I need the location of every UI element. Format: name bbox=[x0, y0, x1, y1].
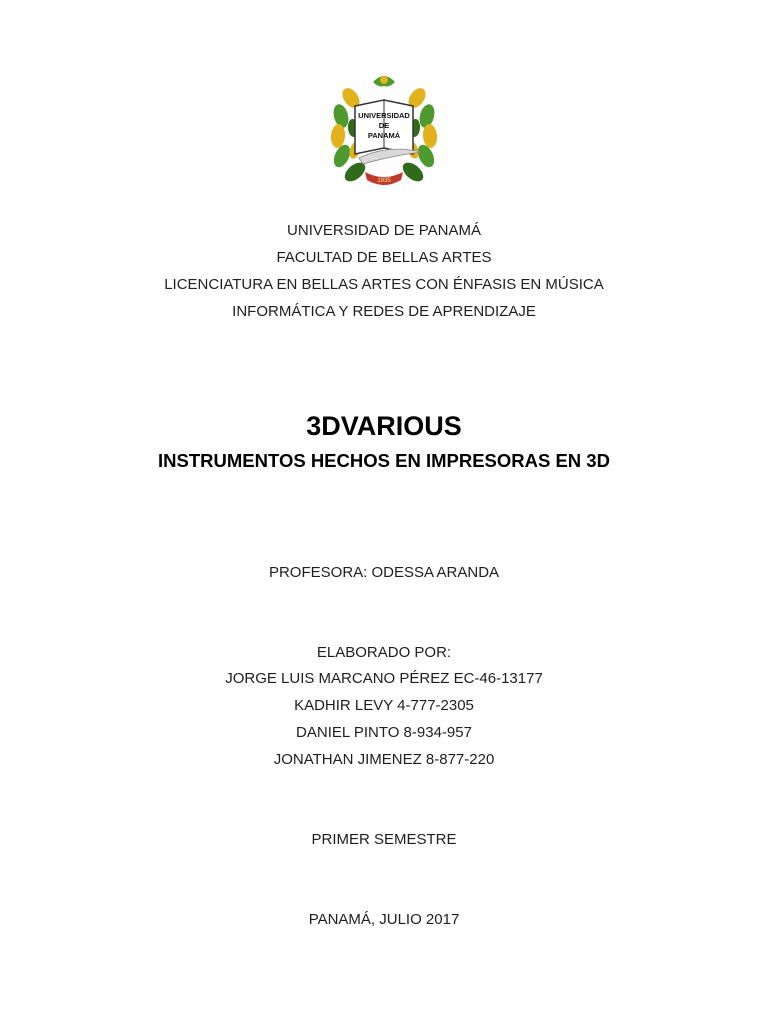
place-date-line: PANAMÁ, JULIO 2017 bbox=[308, 911, 460, 928]
semester-line: PRIMER SEMESTRE bbox=[311, 831, 457, 848]
author-item: DANIEL PINTO 8-934-957 bbox=[296, 724, 472, 741]
seal-year: 1935 bbox=[377, 178, 391, 184]
authors-heading: ELABORADO POR: bbox=[316, 644, 452, 661]
seal-text-line1: UNIVERSIDAD bbox=[358, 111, 410, 120]
professor-line: PROFESORA: ODESSA ARANDA bbox=[268, 564, 500, 581]
faculty-name: FACULTAD DE BELLAS ARTES bbox=[276, 249, 492, 266]
seal-text-line3: PANAMÁ bbox=[367, 131, 401, 140]
degree-name: LICENCIATURA EN BELLAS ARTES CON ÉNFASIS EN MÚSICA bbox=[164, 276, 604, 293]
university-seal-logo bbox=[329, 68, 439, 198]
university-name: UNIVERSIDAD DE PANAMÁ bbox=[287, 222, 481, 239]
document-title: 3DVARIOUS bbox=[306, 411, 462, 441]
seal-text-line2: DE bbox=[378, 121, 390, 130]
author-item: JORGE LUIS MARCANO PÉREZ EC-46-13177 bbox=[225, 670, 543, 687]
document-subtitle: INSTRUMENTOS HECHOS EN IMPRESORAS EN 3D bbox=[158, 450, 610, 471]
author-item: KADHIR LEVY 4-777-2305 bbox=[294, 697, 474, 714]
course-name: INFORMÁTICA Y REDES DE APRENDIZAJE bbox=[232, 303, 536, 320]
author-item: JONATHAN JIMENEZ 8-877-220 bbox=[273, 751, 495, 768]
